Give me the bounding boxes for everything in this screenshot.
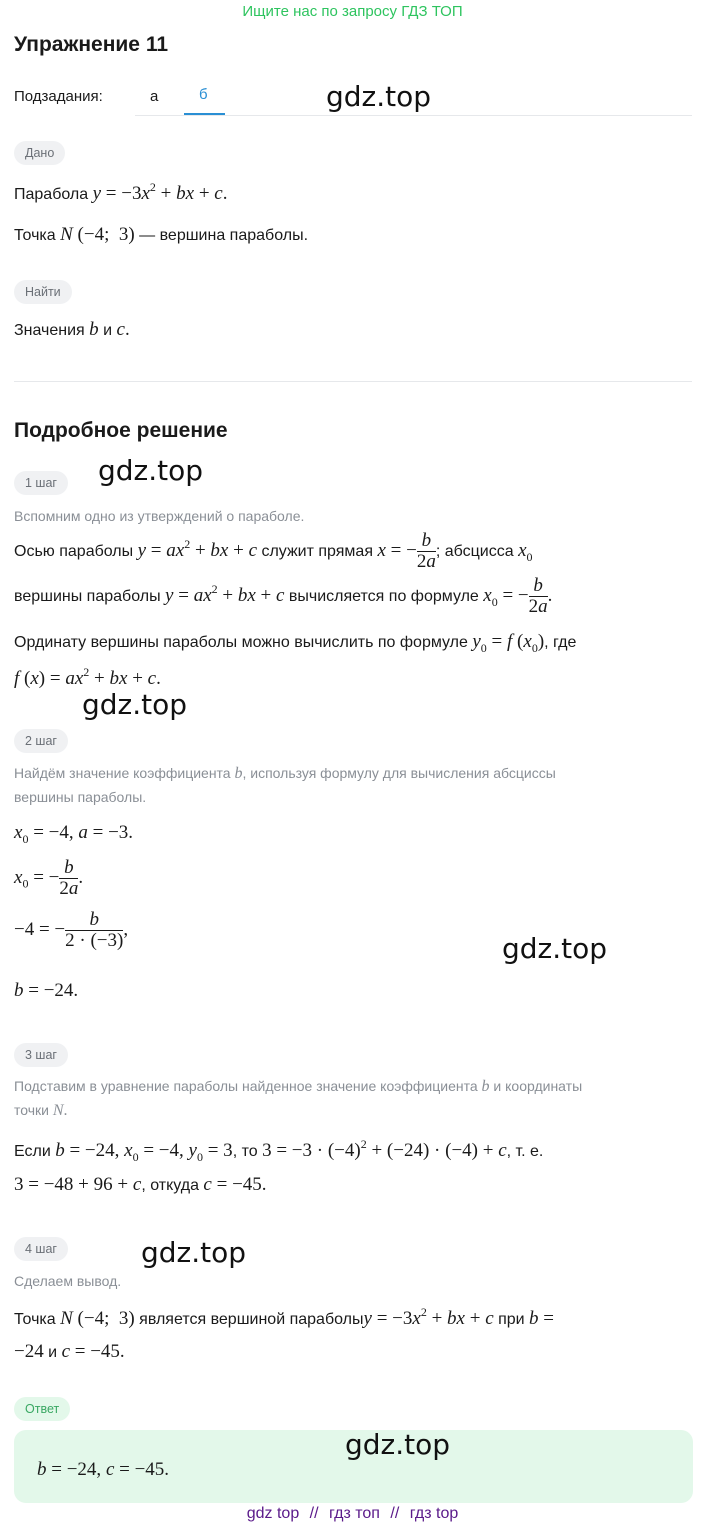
watermark: gdz.top <box>98 454 204 487</box>
footer-separator: // <box>309 1505 319 1522</box>
step-4-line-1: Точка N (−4; 3) является вершиной параболыy = $-3x^2$ + bx + c при b = <box>14 1305 554 1329</box>
given-parabola-label: Парабола <box>14 186 89 203</box>
section-divider <box>14 381 692 382</box>
subtasks-divider <box>135 115 692 116</box>
step-2-hint-2: вершины параболы. <box>14 789 147 805</box>
step-3-hint-a: Подставим в уравнение параболы найденное значение коэффициента <box>14 1078 478 1094</box>
step-3-line-2: 3 = −48 + 96 + c, откуда c = −45. <box>14 1174 267 1195</box>
answer-badge: Ответ <box>14 1397 70 1421</box>
step-3-hint-b: и координаты <box>493 1078 583 1094</box>
step-1-hint: Вспомним одно из утверждений о параболе. <box>14 508 305 524</box>
step-4-line-2: −24 и c = −45. <box>14 1341 125 1362</box>
watermark: gdz.top <box>82 688 188 721</box>
step-2-eq-1: $x_0 = -4$, a = −3. <box>14 822 134 846</box>
footer-separator: // <box>390 1505 400 1522</box>
step-4-badge: 4 шаг <box>14 1237 68 1261</box>
footer-link-1[interactable]: gdz top <box>246 1505 300 1522</box>
step-2-hint-1: Найдём значение коэффициента b, используя формулу для вычисления абсциссы <box>14 765 556 782</box>
footer-links <box>0 1505 705 1523</box>
step-1-text-a: Осью параболы <box>14 542 134 560</box>
answer-text: b = −24, c = −45. <box>37 1459 170 1480</box>
subtask-tab-b[interactable]: б <box>199 86 208 103</box>
given-parabola: Парабола $y = -3x^2$ + bx + c. <box>14 180 228 204</box>
step-1-text-c: ; абсцисса <box>435 542 514 560</box>
step-1-text-b: служит прямая <box>261 542 373 560</box>
step-2-hint-a: Найдём значение коэффициента <box>14 765 231 781</box>
watermark: gdz.top <box>141 1236 247 1269</box>
given-vertex-suffix: — вершина параболы. <box>139 227 309 244</box>
footer-link-2[interactable]: гдз топ <box>329 1505 380 1522</box>
step-3-badge: 3 шаг <box>14 1043 68 1067</box>
step-2-eq-3: −4 = − $\frac{b}{2 \cdot (-3)}$ , <box>14 909 129 951</box>
step-4-text-c: при <box>498 1311 525 1328</box>
watermark: gdz.top <box>326 80 432 113</box>
subtask-tab-a[interactable]: а <box>150 88 159 105</box>
given-badge: Дано <box>14 141 65 165</box>
step-1-text-d: вершины параболы <box>14 587 161 605</box>
step-1-text-e: вычисляется по формуле <box>288 587 479 605</box>
step-1-text-f: Ординату вершины параболы можно вычислить по формуле <box>14 634 468 651</box>
footer-link-3[interactable]: гдз top <box>409 1505 459 1522</box>
find-badge: Найти <box>14 280 72 304</box>
step-2-hint-b: , используя формулу для вычисления абсциссы <box>242 765 556 781</box>
watermark: gdz.top <box>502 932 608 965</box>
find-conj: и <box>103 322 113 339</box>
step-3-text-b: , то <box>232 1143 258 1160</box>
step-3-hint-c: точки <box>14 1102 49 1118</box>
step-1-line-2: вершины параболы $y = ax^2$ + bx + c вычисляется по формуле $x_0$ = − $\frac{b}{2a}$ . <box>14 575 553 617</box>
solution-title: Подробное решение <box>14 419 228 442</box>
watermark: gdz.top <box>345 1428 451 1461</box>
top-banner: Ищите нас по запросу ГДЗ ТОП <box>242 3 463 20</box>
step-1-line-4: f $(x) = ax^2$ + bx + c. <box>14 665 161 689</box>
step-2-eq-4: b = −24. <box>14 980 79 1001</box>
find-text: Значения b и c. <box>14 319 130 340</box>
step-3-text-c: , т. е. <box>506 1143 544 1160</box>
step-4-text-b: является вершиной параболы <box>139 1311 364 1328</box>
given-vertex-label: Точка <box>14 227 56 244</box>
step-4-hint: Сделаем вывод. <box>14 1273 122 1289</box>
find-prefix: Значения <box>14 322 85 339</box>
step-4-text-d: и <box>48 1344 58 1361</box>
given-vertex: Точка N (−4; 3) — вершина параболы. <box>14 224 309 245</box>
step-3-text-a: Если <box>14 1143 51 1160</box>
step-1-text-g: , где <box>544 634 577 651</box>
step-2-badge: 2 шаг <box>14 729 68 753</box>
step-3-text-d: , откуда <box>141 1177 199 1194</box>
step-3-hint-1: Подставим в уравнение параболы найденное значение коэффициента b и координаты <box>14 1078 583 1095</box>
step-2-eq-2: $x_0$ = − $\frac{b}{2a}$ . <box>14 857 84 899</box>
step-1-line-3: Ординату вершины параболы можно вычислить по формуле $y_0 = f$ $(x_0)$, где <box>14 631 577 655</box>
step-1-badge: 1 шаг <box>14 471 68 495</box>
step-1-line-1: Осью параболы $y = ax^2$ + bx + c служит прямая x = − $\frac{b}{2a}$ ; абсцисса $x_0$ <box>14 530 533 572</box>
step-3-hint-2: точки N. <box>14 1102 68 1119</box>
subtasks-label: Подзадания: <box>14 88 103 105</box>
step-3-line-1: Если b = −24, $x_0 = -4$, $y_0 = 3$, то $3 = -3 \cdot (-4)^2 + (-24) \cdot (-4) + c$, т. е. <box>14 1137 544 1164</box>
page-title: Упражнение 11 <box>14 33 169 56</box>
step-4-text-a: Точка <box>14 1311 56 1328</box>
